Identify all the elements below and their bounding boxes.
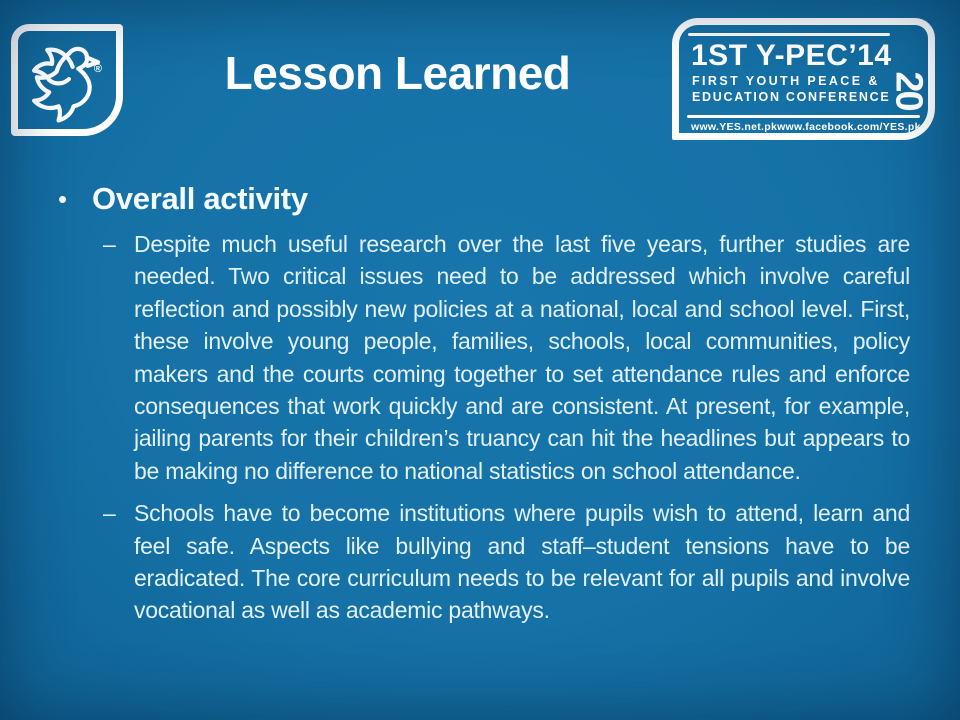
- page-title: Lesson Learned: [224, 47, 571, 99]
- logo-main-text: 1ST Y-PEC’14: [691, 39, 892, 72]
- section-heading: Overall activity: [92, 181, 308, 216]
- slide-body: [58, 180, 910, 627]
- sub-bullet-row: [58, 228, 910, 487]
- logo-subtitle-line2: EDUCATION CONFERENCE: [692, 90, 891, 104]
- logo-subtitle-line1: FIRST YOUTH PEACE &: [692, 74, 880, 88]
- logo-url-facebook: www.facebook.com/YES.pk: [777, 121, 921, 133]
- dash-icon: –: [103, 500, 116, 527]
- paragraph: Despite much useful research over the last five years, further studies are needed. Two critical issues need to be addressed which involve careful reflection and possibly new policies at a national, local and school level. First, these involve young people, families, schools, local communities, policy makers and the courts coming together to set attendance rules and enforce consequences that work quickly and are consistent. At present, for example, jailing parents for their children’s truancy can hit the headlines but appears to be making no difference to national statistics on school attendance.: [134, 231, 910, 484]
- ypec-conference-logo: [672, 18, 935, 140]
- logo-separator-rule: [687, 115, 920, 118]
- registered-trademark: ®: [93, 63, 102, 75]
- paragraph: Schools have to become institutions where pupils wish to attend, learn and feel safe. Aspects like bullying and staff–student tensions have to be eradicated. The core curriculum needs to be relevant for all pupils and involve vocational as well as academic pathways.: [134, 500, 910, 624]
- logo-url-yes: www.YES.net.pk: [691, 121, 778, 133]
- bullet-icon: •: [58, 184, 68, 214]
- dove-logo: [11, 24, 123, 136]
- logo-vertical-year: 20: [887, 71, 930, 110]
- sub-bullet-row: [58, 497, 910, 627]
- logo-top-rule: [688, 33, 890, 36]
- logo-urls: [679, 121, 928, 133]
- dash-icon: –: [103, 231, 116, 257]
- dove-icon: [20, 33, 114, 127]
- bullet-heading-row: [58, 180, 910, 218]
